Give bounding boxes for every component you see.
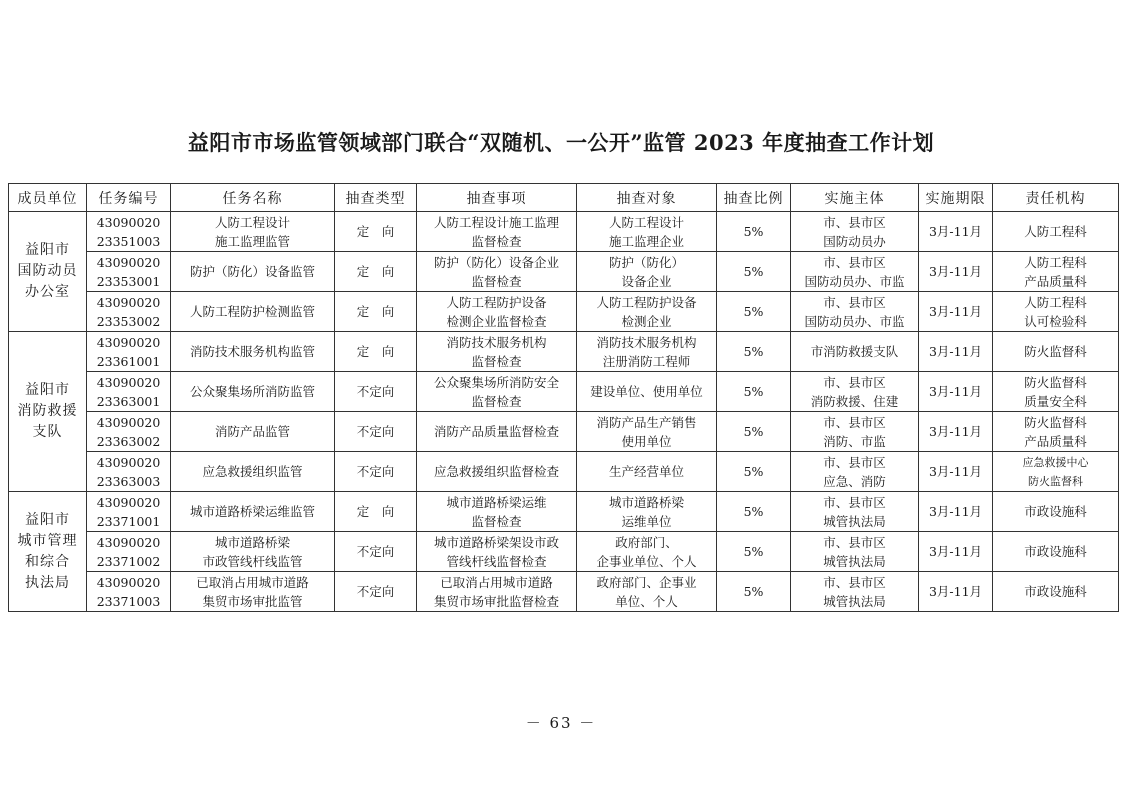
check-item-cell-line: 应急救援组织监督检查 [433,464,559,479]
member-unit-line: 国防动员 [17,263,78,279]
implementing-entity-cell [791,572,919,612]
period-cell-line: 3月-11月 [928,584,983,599]
implementing-entity-cell-line: 市、县市区 [823,454,886,470]
implementing-entity-cell [791,532,919,572]
responsible-dept-cell-line: 产品质量科 [1024,273,1087,289]
responsible-dept-cell [993,372,1119,412]
check-type-cell [335,572,417,612]
check-object-cell-line: 检测企业 [621,313,672,329]
check-type-cell [335,212,417,252]
check-type-cell [335,252,417,292]
task-code-cell [87,532,171,572]
check-object-cell-line: 人防工程设计 [608,214,684,230]
implementing-entity-cell [791,412,919,452]
header-check-item: 抽查事项 [417,184,577,212]
inspection-plan-table [8,183,1119,612]
check-ratio-cell [717,292,791,332]
period-cell [919,492,993,532]
page-number: － 63 － [525,714,597,732]
responsible-dept-cell-line: 市政设施科 [1024,504,1087,519]
check-ratio-cell [717,532,791,572]
check-ratio-cell [717,212,791,252]
period-cell [919,212,993,252]
task-code-cell-line: 23353001 [96,273,161,289]
period-cell [919,412,993,452]
implementing-entity-cell-line: 消防救援、住建 [810,393,899,409]
check-type-cell [335,452,417,492]
period-cell [919,372,993,412]
check-item-cell [417,412,577,452]
table-row [9,212,1119,252]
responsible-dept-cell-line: 防火监督科 [1024,374,1087,390]
check-item-cell [417,452,577,492]
period-cell-line: 3月-11月 [928,344,983,359]
implementing-entity-cell [791,452,919,492]
implementing-entity-cell-line: 市、县市区 [823,414,886,430]
task-code-cell-line: 43090020 [96,254,161,270]
check-item-cell [417,572,577,612]
task-name-cell-line: 消防产品监管 [214,424,290,439]
responsible-dept-cell-line: 防火监督科 [1028,474,1083,488]
task-code-cell-line: 43090020 [96,454,161,470]
member-unit-cell [9,332,87,492]
task-name-cell-line: 城市道路桥梁 [214,534,290,550]
header-task-code: 任务编号 [87,184,171,212]
period-cell [919,452,993,492]
check-object-cell [577,452,717,492]
check-ratio-cell-line: 5% [743,464,764,479]
check-object-cell-line: 消防技术服务机构 [596,334,697,350]
task-code-cell-line: 43090020 [96,574,161,590]
period-cell-line: 3月-11月 [928,224,983,239]
check-object-cell [577,372,717,412]
task-name-cell-line: 人防工程防护检测监管 [189,304,315,319]
implementing-entity-cell [791,292,919,332]
member-unit-line: 益阳市 [25,242,70,258]
responsible-dept-cell [993,252,1119,292]
task-name-cell-line: 城市道路桥梁运维监管 [189,504,315,519]
check-item-cell-line: 集贸市场审批监督检查 [433,593,559,609]
period-cell [919,532,993,572]
task-code-cell [87,412,171,452]
check-ratio-cell [717,252,791,292]
check-item-cell-line: 已取消占用城市道路 [440,574,553,590]
period-cell-line: 3月-11月 [928,384,983,399]
responsible-dept-cell-line: 产品质量科 [1024,433,1087,449]
check-item-cell-line: 消防技术服务机构 [446,334,547,350]
task-name-cell-line: 应急救援组织监管 [202,464,303,479]
check-type-cell-line: 定 向 [356,504,395,519]
document-title: 益阳市市场监管领域部门联合“双随机、一公开”监管 2023 年度抽查工作计划 [187,130,935,155]
task-code-cell-line: 43090020 [96,334,161,350]
task-code-cell [87,332,171,372]
check-object-cell [577,332,717,372]
check-ratio-cell-line: 5% [743,224,764,239]
check-ratio-cell [717,332,791,372]
table-row [9,372,1119,412]
check-type-cell-line: 不定向 [356,464,395,479]
check-ratio-cell-line: 5% [743,344,764,359]
check-ratio-cell [717,372,791,412]
responsible-dept-cell-line: 质量安全科 [1024,393,1087,409]
task-code-cell-line: 43090020 [96,214,161,230]
table-row [9,252,1119,292]
responsible-dept-cell-line: 人防工程科 [1024,294,1087,310]
responsible-dept-cell-line: 市政设施科 [1024,584,1087,599]
check-type-cell-line: 不定向 [356,384,395,399]
check-item-cell [417,532,577,572]
task-name-cell-line: 集贸市场审批监管 [202,593,303,609]
responsible-dept-cell [993,292,1119,332]
check-ratio-cell [717,572,791,612]
table-row [9,572,1119,612]
check-object-cell-line: 消防产品生产销售 [596,414,697,430]
check-item-cell-line: 检测企业监督检查 [446,313,547,329]
task-code-cell-line: 23363001 [96,393,161,409]
header-period: 实施期限 [919,184,993,212]
task-name-cell-line: 市政管线杆线监管 [202,553,303,569]
member-unit-cell [9,492,87,612]
header-implementing-entity: 实施主体 [791,184,919,212]
check-ratio-cell-line: 5% [743,264,764,279]
implementing-entity-cell [791,252,919,292]
check-item-cell-line: 防护（防化）设备企业 [433,254,559,270]
task-code-cell-line: 23351003 [96,233,161,249]
check-object-cell [577,532,717,572]
check-item-cell-line: 公众聚集场所消防安全 [433,374,559,390]
responsible-dept-cell [993,332,1119,372]
responsible-dept-cell-line: 市政设施科 [1024,544,1087,559]
check-type-cell [335,492,417,532]
task-code-cell-line: 43090020 [96,294,161,310]
header-member-unit: 成员单位 [9,184,87,212]
task-code-cell-line: 43090020 [96,534,161,550]
table-row [9,412,1119,452]
period-cell-line: 3月-11月 [928,464,983,479]
implementing-entity-cell-line: 国防动员办、市监 [804,273,905,289]
check-type-cell [335,292,417,332]
check-object-cell-line: 企事业单位、个人 [596,553,697,569]
check-type-cell [335,412,417,452]
implementing-entity-cell-line: 应急、消防 [823,473,886,489]
table-row [9,332,1119,372]
check-item-cell-line: 监督检查 [471,233,522,249]
implementing-entity-cell-line: 城管执法局 [823,593,886,609]
task-name-cell-line: 消防技术服务机构监管 [189,344,315,359]
member-unit-line: 和综合 [25,553,70,570]
task-code-cell [87,572,171,612]
implementing-entity-cell [791,332,919,372]
check-item-cell [417,372,577,412]
responsible-dept-cell-line: 防火监督科 [1024,414,1087,430]
check-item-cell-line: 城市道路桥梁架设市政 [433,534,559,550]
member-unit-line: 支队 [32,424,63,440]
period-cell-line: 3月-11月 [928,424,983,439]
member-unit-line: 城市管理 [17,532,78,549]
task-name-cell-line: 已取消占用城市道路 [196,574,309,590]
implementing-entity-cell [791,212,919,252]
check-item-cell-line: 监督检查 [471,353,522,369]
responsible-dept-cell-line: 认可检验科 [1024,313,1087,329]
task-name-cell [171,212,335,252]
task-name-cell-line: 人防工程设计 [214,214,290,230]
task-code-cell [87,252,171,292]
check-type-cell [335,532,417,572]
check-type-cell-line: 不定向 [356,544,395,559]
header-check-ratio: 抽查比例 [717,184,791,212]
header-check-type: 抽查类型 [335,184,417,212]
check-object-cell [577,412,717,452]
check-type-cell [335,332,417,372]
period-cell-line: 3月-11月 [928,504,983,519]
table-body [9,212,1119,612]
check-ratio-cell [717,412,791,452]
check-object-cell [577,492,717,532]
task-code-cell-line: 23363002 [96,433,161,449]
responsible-dept-cell-line: 防火监督科 [1024,344,1087,359]
header-task-name: 任务名称 [171,184,335,212]
task-name-cell-line: 施工监理监管 [214,233,290,249]
table-row [9,292,1119,332]
check-item-cell-line: 监督检查 [471,273,522,289]
implementing-entity-cell-line: 市、县市区 [823,294,886,310]
check-item-cell [417,212,577,252]
header-check-object: 抽查对象 [577,184,717,212]
task-name-cell [171,572,335,612]
implementing-entity-cell-line: 市、县市区 [823,374,886,390]
implementing-entity-cell-line: 国防动员办 [823,233,886,249]
responsible-dept-cell [993,572,1119,612]
task-code-cell-line: 23371003 [96,593,161,609]
task-code-cell [87,292,171,332]
member-unit-line: 办公室 [25,284,70,300]
member-unit-line: 消防救援 [17,403,78,419]
check-object-cell [577,212,717,252]
task-name-cell [171,532,335,572]
period-cell [919,292,993,332]
check-object-cell-line: 人防工程防护设备 [596,294,697,310]
header-responsible-dept: 责任机构 [993,184,1119,212]
implementing-entity-cell-line: 市、县市区 [823,494,886,510]
check-ratio-cell [717,452,791,492]
responsible-dept-cell [993,412,1119,452]
check-object-cell-line: 运维单位 [621,513,672,529]
period-cell [919,332,993,372]
check-object-cell-line: 单位、个人 [615,593,678,609]
check-item-cell-line: 监督检查 [471,393,522,409]
task-name-cell [171,412,335,452]
task-code-cell [87,492,171,532]
task-name-cell [171,452,335,492]
check-object-cell-line: 设备企业 [621,273,672,289]
responsible-dept-cell [993,212,1119,252]
task-code-cell-line: 43090020 [96,374,161,390]
implementing-entity-cell-line: 国防动员办、市监 [804,313,905,329]
check-ratio-cell-line: 5% [743,584,764,599]
task-name-cell-line: 公众聚集场所消防监管 [189,384,315,399]
check-type-cell-line: 不定向 [356,584,395,599]
check-object-cell-line: 使用单位 [621,433,672,449]
implementing-entity-cell-line: 市、县市区 [823,214,886,230]
implementing-entity-cell [791,492,919,532]
check-ratio-cell-line: 5% [743,304,764,319]
check-type-cell-line: 定 向 [356,264,395,279]
member-unit-line: 益阳市 [25,382,70,398]
period-cell [919,252,993,292]
check-item-cell-line: 监督检查 [471,513,522,529]
member-unit-cell [9,212,87,332]
check-item-cell [417,332,577,372]
check-ratio-cell-line: 5% [743,384,764,399]
task-name-cell [171,292,335,332]
check-type-cell-line: 定 向 [356,344,395,359]
check-item-cell [417,292,577,332]
check-object-cell-line: 城市道路桥梁 [608,494,684,510]
check-object-cell-line: 建设单位、使用单位 [590,384,703,399]
check-item-cell [417,492,577,532]
table-row [9,492,1119,532]
check-type-cell-line: 定 向 [356,304,395,319]
task-code-cell-line: 23363003 [96,473,161,489]
task-code-cell-line: 43090020 [96,494,161,510]
responsible-dept-cell [993,452,1119,492]
task-code-cell [87,212,171,252]
check-type-cell-line: 不定向 [356,424,395,439]
responsible-dept-cell-line: 应急救援中心 [1022,455,1089,469]
check-item-cell-line: 管线杆线监督检查 [446,553,547,569]
responsible-dept-cell-line: 人防工程科 [1024,224,1087,239]
implementing-entity-cell-line: 市、县市区 [823,254,886,270]
table-row [9,532,1119,572]
check-ratio-cell-line: 5% [743,424,764,439]
check-item-cell-line: 人防工程设计施工监理 [433,214,559,230]
check-item-cell-line: 人防工程防护设备 [446,294,547,310]
task-name-cell [171,492,335,532]
task-name-cell [171,252,335,292]
check-object-cell [577,572,717,612]
check-object-cell-line: 政府部门、 [615,534,678,550]
period-cell [919,572,993,612]
check-object-cell-line: 施工监理企业 [608,233,684,249]
task-code-cell-line: 23353002 [96,313,161,329]
implementing-entity-cell-line: 城管执法局 [823,553,886,569]
responsible-dept-cell [993,492,1119,532]
responsible-dept-cell-line: 人防工程科 [1024,254,1087,270]
implementing-entity-cell-line: 市、县市区 [823,534,886,550]
member-unit-line: 益阳市 [25,511,70,528]
implementing-entity-cell-line: 市、县市区 [823,574,886,590]
task-code-cell-line: 43090020 [96,414,161,430]
task-code-cell [87,452,171,492]
implementing-entity-cell [791,372,919,412]
check-ratio-cell-line: 5% [743,544,764,559]
task-name-cell [171,372,335,412]
task-code-cell-line: 23361001 [96,353,161,369]
check-object-cell-line: 生产经营单位 [608,464,684,479]
check-object-cell-line: 政府部门、企事业 [596,574,697,590]
check-item-cell-line: 城市道路桥梁运维 [446,494,547,510]
check-object-cell [577,252,717,292]
implementing-entity-cell-line: 消防、市监 [823,433,886,449]
check-ratio-cell [717,492,791,532]
period-cell-line: 3月-11月 [928,304,983,319]
task-name-cell [171,332,335,372]
period-cell-line: 3月-11月 [928,264,983,279]
responsible-dept-cell [993,532,1119,572]
implementing-entity-cell-line: 城管执法局 [823,513,886,529]
check-type-cell [335,372,417,412]
check-object-cell-line: 防护（防化） [608,254,684,270]
check-ratio-cell-line: 5% [743,504,764,519]
table-header-row [9,184,1119,212]
member-unit-line: 执法局 [25,574,70,591]
period-cell-line: 3月-11月 [928,544,983,559]
check-object-cell [577,292,717,332]
check-item-cell-line: 消防产品质量监督检查 [433,424,559,439]
check-item-cell [417,252,577,292]
implementing-entity-cell-line: 市消防救援支队 [810,344,899,359]
check-type-cell-line: 定 向 [356,224,395,239]
task-code-cell-line: 23371001 [96,513,161,529]
task-code-cell-line: 23371002 [96,553,161,569]
check-object-cell-line: 注册消防工程师 [602,353,691,369]
table-row [9,452,1119,492]
task-code-cell [87,372,171,412]
task-name-cell-line: 防护（防化）设备监管 [189,264,315,279]
